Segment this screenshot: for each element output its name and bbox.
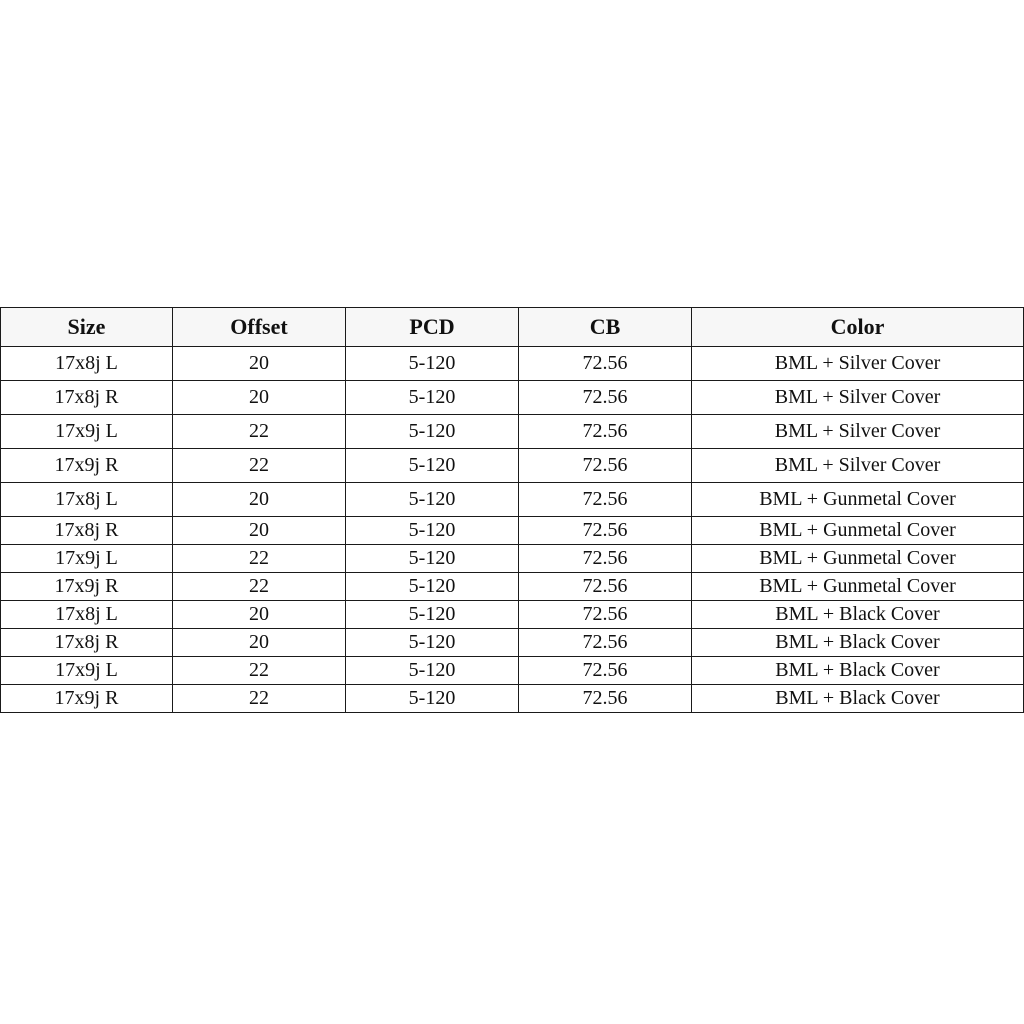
cell-pcd: 5-120 xyxy=(346,347,519,381)
table-row xyxy=(1,573,1024,601)
cell-offset: 20 xyxy=(173,381,346,415)
cell-color: BML + Silver Cover xyxy=(692,415,1024,449)
cell-offset: 20 xyxy=(173,483,346,517)
cell-offset: 22 xyxy=(173,449,346,483)
table-row xyxy=(1,517,1024,545)
cell-offset: 20 xyxy=(173,601,346,629)
cell-color: BML + Black Cover xyxy=(692,685,1024,713)
cell-pcd: 5-120 xyxy=(346,449,519,483)
cell-cb: 72.56 xyxy=(519,517,692,545)
cell-pcd: 5-120 xyxy=(346,517,519,545)
cell-cb: 72.56 xyxy=(519,449,692,483)
header-pcd: PCD xyxy=(346,308,519,347)
header-offset: Offset xyxy=(173,308,346,347)
header-row xyxy=(1,308,1024,347)
cell-offset: 22 xyxy=(173,545,346,573)
cell-pcd: 5-120 xyxy=(346,657,519,685)
table-row xyxy=(1,545,1024,573)
cell-size: 17x9j L xyxy=(1,657,173,685)
cell-cb: 72.56 xyxy=(519,483,692,517)
cell-cb: 72.56 xyxy=(519,629,692,657)
cell-color: BML + Black Cover xyxy=(692,629,1024,657)
cell-color: BML + Silver Cover xyxy=(692,381,1024,415)
cell-cb: 72.56 xyxy=(519,685,692,713)
header-color: Color xyxy=(692,308,1024,347)
cell-size: 17x9j R xyxy=(1,573,173,601)
spec-table xyxy=(0,307,1024,713)
header-size: Size xyxy=(1,308,173,347)
table-body xyxy=(1,347,1024,713)
cell-cb: 72.56 xyxy=(519,545,692,573)
cell-offset: 22 xyxy=(173,657,346,685)
cell-offset: 20 xyxy=(173,347,346,381)
table-row xyxy=(1,483,1024,517)
table-row xyxy=(1,415,1024,449)
cell-size: 17x8j R xyxy=(1,517,173,545)
cell-size: 17x9j R xyxy=(1,685,173,713)
cell-cb: 72.56 xyxy=(519,415,692,449)
table-row xyxy=(1,685,1024,713)
cell-size: 17x8j R xyxy=(1,629,173,657)
cell-pcd: 5-120 xyxy=(346,629,519,657)
table-row xyxy=(1,601,1024,629)
cell-size: 17x9j L xyxy=(1,545,173,573)
table-row xyxy=(1,629,1024,657)
cell-offset: 22 xyxy=(173,415,346,449)
cell-offset: 22 xyxy=(173,573,346,601)
cell-size: 17x9j R xyxy=(1,449,173,483)
cell-size: 17x9j L xyxy=(1,415,173,449)
cell-cb: 72.56 xyxy=(519,657,692,685)
cell-color: BML + Black Cover xyxy=(692,601,1024,629)
cell-color: BML + Silver Cover xyxy=(692,347,1024,381)
cell-pcd: 5-120 xyxy=(346,483,519,517)
cell-color: BML + Silver Cover xyxy=(692,449,1024,483)
cell-cb: 72.56 xyxy=(519,347,692,381)
table-row xyxy=(1,657,1024,685)
cell-size: 17x8j L xyxy=(1,483,173,517)
cell-size: 17x8j L xyxy=(1,347,173,381)
cell-color: BML + Gunmetal Cover xyxy=(692,573,1024,601)
table-header xyxy=(1,308,1024,347)
cell-size: 17x8j R xyxy=(1,381,173,415)
cell-pcd: 5-120 xyxy=(346,415,519,449)
cell-pcd: 5-120 xyxy=(346,573,519,601)
table-row xyxy=(1,449,1024,483)
cell-offset: 22 xyxy=(173,685,346,713)
cell-pcd: 5-120 xyxy=(346,601,519,629)
header-cb: CB xyxy=(519,308,692,347)
cell-offset: 20 xyxy=(173,629,346,657)
cell-cb: 72.56 xyxy=(519,381,692,415)
cell-size: 17x8j L xyxy=(1,601,173,629)
table-row xyxy=(1,381,1024,415)
cell-color: BML + Black Cover xyxy=(692,657,1024,685)
cell-cb: 72.56 xyxy=(519,573,692,601)
cell-offset: 20 xyxy=(173,517,346,545)
cell-color: BML + Gunmetal Cover xyxy=(692,545,1024,573)
table-row xyxy=(1,347,1024,381)
cell-pcd: 5-120 xyxy=(346,545,519,573)
cell-pcd: 5-120 xyxy=(346,685,519,713)
cell-color: BML + Gunmetal Cover xyxy=(692,517,1024,545)
cell-cb: 72.56 xyxy=(519,601,692,629)
cell-color: BML + Gunmetal Cover xyxy=(692,483,1024,517)
cell-pcd: 5-120 xyxy=(346,381,519,415)
